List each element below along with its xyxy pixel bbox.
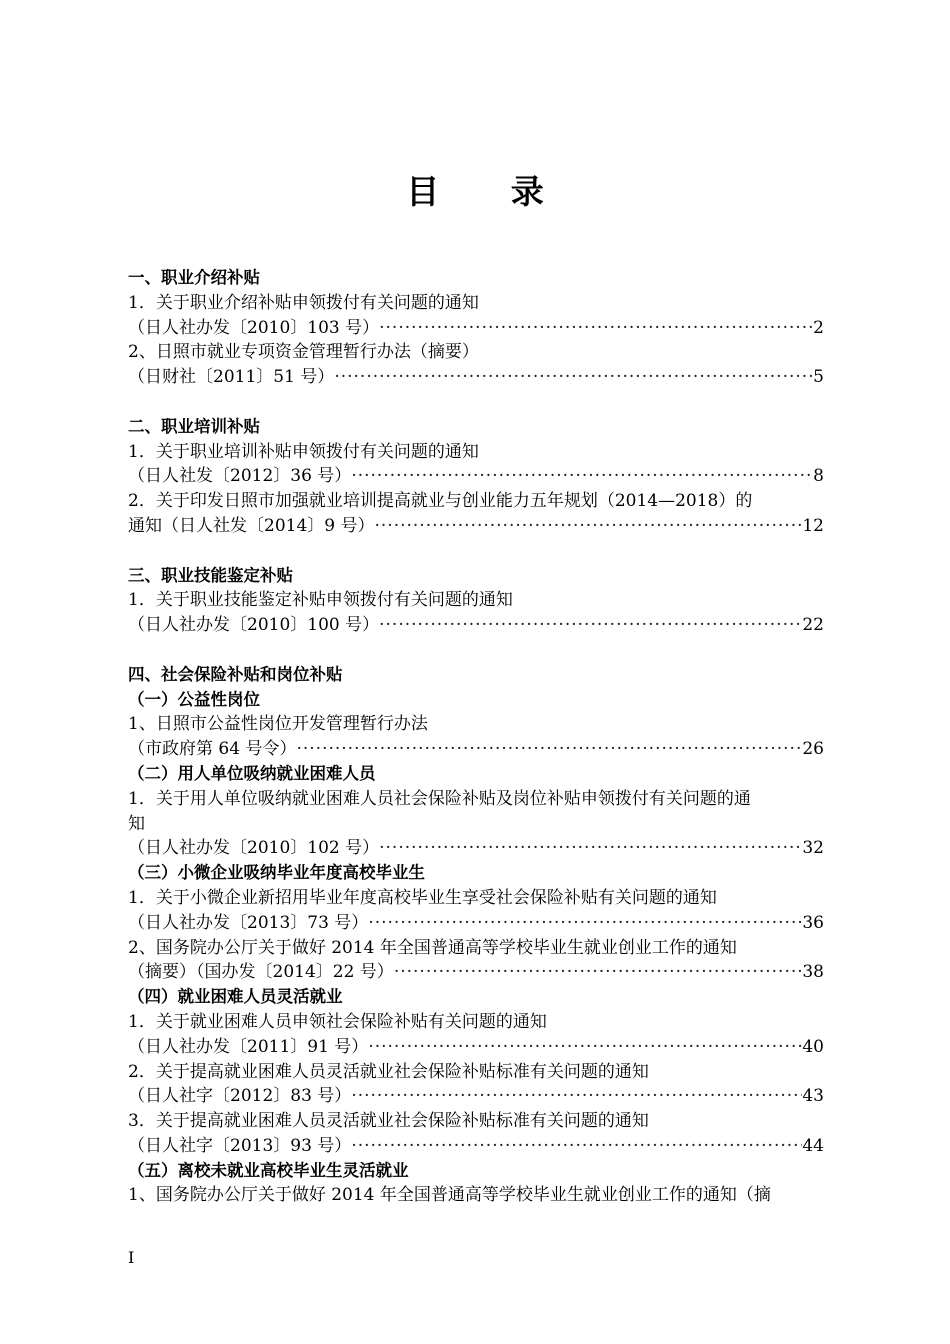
toc-entry-line[interactable]: [128, 911, 824, 936]
toc-entry-line[interactable]: [128, 1035, 824, 1060]
toc-entry-ref: 通知（日人社发〔2014〕9 号）: [128, 515, 375, 536]
toc-page-number: 36: [802, 912, 824, 933]
dot-leader: [368, 911, 802, 936]
section-heading-4: 四、社会保险补贴和岗位补贴: [128, 664, 343, 684]
page-title: 目 录: [406, 172, 574, 211]
toc-entry-ref: （市政府第 64 号令）: [128, 739, 297, 760]
dot-leader: [351, 1084, 802, 1109]
toc-entry-ref: （日人社字〔2013〕93 号）: [128, 1135, 352, 1156]
toc-entry-title[interactable]: 1．关于小微企业新招用毕业年度高校毕业生享受社会保险补贴有关问题的通知: [128, 887, 717, 908]
toc-page-number: 38: [802, 962, 824, 983]
toc-page-number: 12: [802, 515, 824, 536]
toc-entry-title[interactable]: 1．关于职业技能鉴定补贴申领拨付有关问题的通知: [128, 590, 513, 611]
section-heading-2: 二、职业培训补贴: [128, 416, 260, 436]
toc-entry-title[interactable]: 1．关于职业介绍补贴申领拨付有关问题的通知: [128, 292, 479, 313]
dot-leader: [296, 737, 802, 762]
toc-entry-title[interactable]: 1．关于职业培训补贴申领拨付有关问题的通知: [128, 441, 479, 462]
toc-entry-line[interactable]: [128, 464, 824, 489]
toc-entry-title[interactable]: 1、国务院办公厅关于做好 2014 年全国普通高等学校毕业生就业创业工作的通知（摘: [128, 1185, 771, 1206]
dot-leader: [334, 365, 813, 390]
section-heading-1: 一、职业介绍补贴: [128, 268, 260, 287]
toc-entry-title[interactable]: 3．关于提高就业困难人员灵活就业社会保险补贴标准有关问题的通知: [128, 1111, 649, 1132]
toc-entry-line[interactable]: [128, 1084, 824, 1109]
dot-leader: [374, 514, 802, 539]
dot-leader: [351, 464, 813, 489]
toc-entry-ref: （日人社办发〔2011〕91 号）: [128, 1036, 369, 1057]
toc-entry-ref: （日人社字〔2012〕83 号）: [128, 1086, 352, 1107]
toc-entry-line[interactable]: [128, 365, 824, 390]
subsection-heading-3: （三）小微企业吸纳毕业年度高校毕业生: [128, 863, 425, 883]
subsection-heading-4: （四）就业困难人员灵活就业: [128, 987, 343, 1007]
toc-entry-line[interactable]: [128, 836, 824, 861]
dot-leader: [394, 960, 803, 985]
toc-entry-title-continued[interactable]: 知: [128, 813, 145, 834]
dot-leader: [368, 1035, 802, 1060]
toc-entry-ref: （摘要）（国办发〔2014〕22 号）: [128, 962, 394, 983]
toc-entry-ref: （日人社办发〔2010〕102 号）: [128, 838, 380, 859]
toc-entry-title[interactable]: 1、日照市公益性岗位开发管理暂行办法: [128, 714, 428, 735]
toc-entry-line[interactable]: [128, 960, 824, 985]
toc-page-number: 40: [802, 1036, 824, 1057]
toc-page-number: 32: [802, 838, 824, 859]
toc-entry-ref: （日人社办发〔2013〕73 号）: [128, 912, 369, 933]
toc-entry-ref: （日人社发〔2012〕36 号）: [128, 466, 352, 487]
toc-entry-title[interactable]: 1．关于用人单位吸纳就业困难人员社会保险补贴及岗位补贴申领拨付有关问题的通: [128, 788, 751, 809]
subsection-heading-2: （二）用人单位吸纳就业困难人员: [128, 763, 376, 783]
page-number-footer: I: [128, 1248, 135, 1267]
spacer: [128, 539, 824, 564]
toc-entry-ref: （日人社办发〔2010〕100 号）: [128, 615, 380, 636]
toc-page-number: 5: [813, 367, 824, 388]
toc-entry-line[interactable]: [128, 514, 824, 539]
toc-page-number: 22: [802, 615, 824, 636]
spacer: [128, 390, 824, 415]
toc-entry-line[interactable]: [128, 613, 824, 638]
toc-page-number: 26: [802, 739, 824, 760]
dot-leader: [351, 1134, 802, 1159]
toc-entry-title[interactable]: 2．关于印发日照市加强就业培训提高就业与创业能力五年规划（2014—2018）的: [128, 491, 753, 512]
toc-page-number: 44: [802, 1135, 824, 1156]
dot-leader: [379, 613, 802, 638]
toc-entry-line[interactable]: [128, 737, 824, 762]
subsection-heading-1: （一）公益性岗位: [128, 689, 260, 709]
dot-leader: [379, 836, 802, 861]
spacer: [128, 638, 824, 663]
toc-entry-title[interactable]: 1．关于就业困难人员申领社会保险补贴有关问题的通知: [128, 1011, 547, 1032]
toc-entry-line[interactable]: [128, 1134, 824, 1159]
toc-entry-title[interactable]: 2．关于提高就业困难人员灵活就业社会保险补贴标准有关问题的通知: [128, 1061, 649, 1082]
toc-page-number: 43: [802, 1086, 824, 1107]
dot-leader: [379, 316, 813, 341]
toc-entry-line[interactable]: [128, 316, 824, 341]
table-of-contents: [128, 266, 824, 1208]
toc-entry-ref: （日人社办发〔2010〕103 号）: [128, 317, 380, 338]
toc-entry-title[interactable]: 2、日照市就业专项资金管理暂行办法（摘要）: [128, 342, 479, 363]
toc-page-number: 2: [813, 317, 824, 338]
toc-entry-ref: （日财社〔2011〕51 号）: [128, 367, 335, 388]
subsection-heading-5: （五）离校未就业高校毕业生灵活就业: [128, 1160, 409, 1180]
section-heading-3: 三、职业技能鉴定补贴: [128, 565, 293, 585]
toc-page-number: 8: [813, 466, 824, 487]
toc-entry-title[interactable]: 2、国务院办公厅关于做好 2014 年全国普通高等学校毕业生就业创业工作的通知: [128, 937, 737, 958]
